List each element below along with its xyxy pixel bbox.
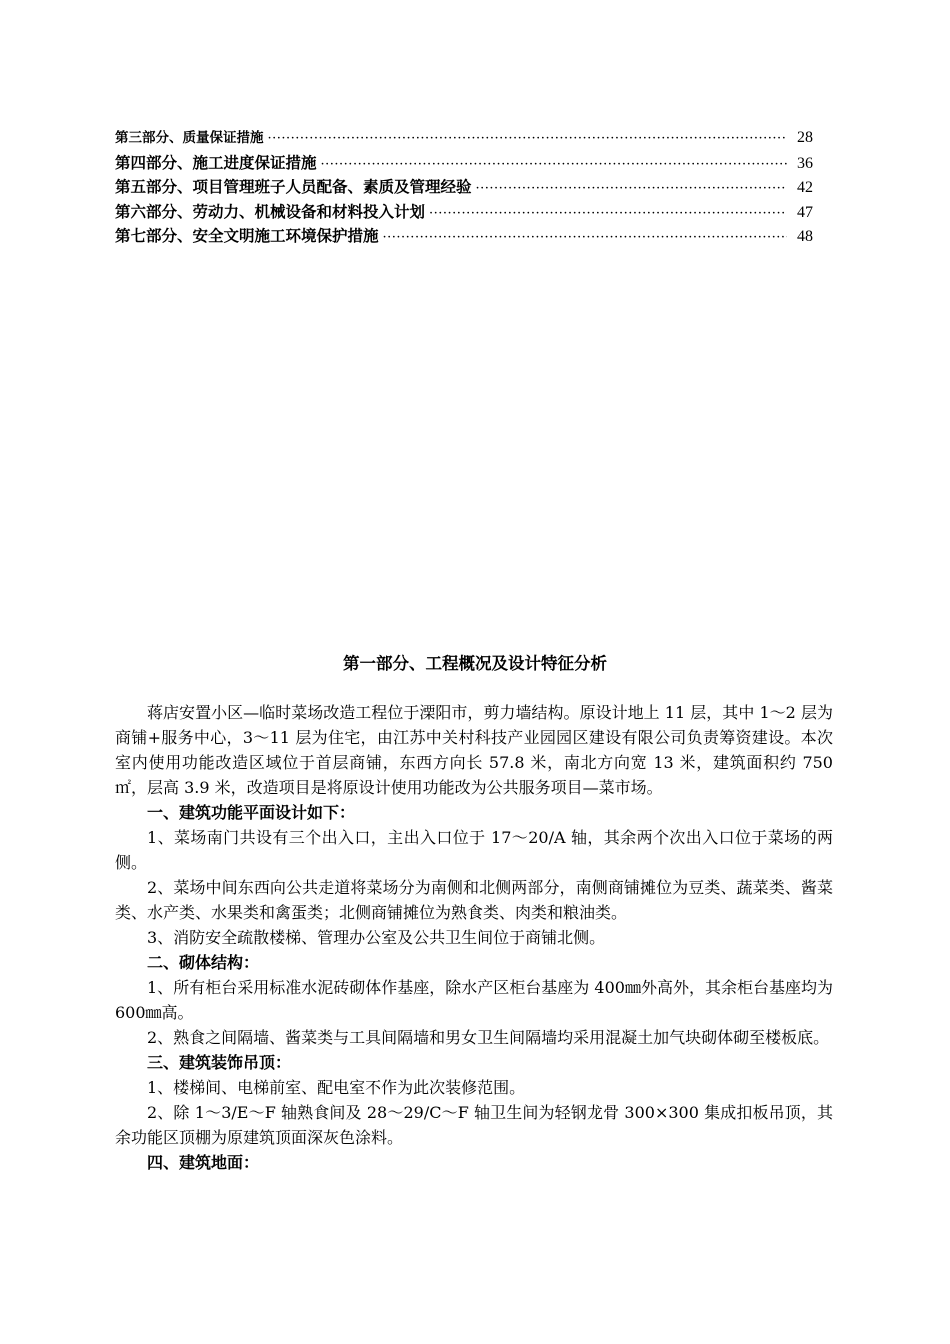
toc-entry-title: 第三部分、质量保证措施: [115, 130, 264, 146]
toc-dot-leader: [476, 177, 787, 202]
toc-entry[interactable]: [115, 151, 813, 176]
paragraph: 1、所有柜台采用标准水泥砖砌体作基座，除水产区柜台基座为 400㎜外高外，其余柜台基座均为 600㎜高。: [115, 978, 833, 1022]
paragraph: 蒋店安置小区—临时菜场改造工程位于溧阳市，剪力墙结构。原设计地上 11 层，其中 1～2 层为商铺+服务中心，3～11 层为住宅，由江苏中关村科技产业园园区建设有限公司负责筹资建设。本次室内使用功能改造区域位于首层商铺，东西方向长 57.8 米，南北方向宽 13 米，建筑面积约 750㎡，层高 3.9 米，改造项目是将原设计使用功能改为公共服务项目—菜市场。: [115, 703, 833, 797]
table-of-contents: [115, 126, 813, 249]
toc-entry-page: 28: [797, 129, 813, 146]
toc-entry[interactable]: [115, 224, 813, 249]
toc-entry-page: 42: [797, 179, 813, 196]
subsection-heading: 四、建筑地面：: [147, 1153, 260, 1172]
toc-entry-page: 48: [797, 228, 813, 245]
toc-dot-leader: [383, 226, 787, 251]
toc-dot-leader: [321, 153, 787, 178]
section-title: 第一部分、工程概况及设计特征分析: [343, 654, 607, 673]
toc-entry-page: 47: [797, 203, 813, 221]
toc-entry[interactable]: [115, 200, 813, 225]
paragraph: 1、楼梯间、电梯前室、配电室不作为此次装修范围。: [147, 1078, 526, 1097]
toc-dot-leader: [429, 202, 787, 227]
subsection-heading: 三、建筑装饰吊顶：: [147, 1053, 292, 1072]
paragraph: 2、菜场中间东西向公共走道将菜场分为南侧和北侧两部分，南侧商铺摊位为豆类、蔬菜类、酱菜类、水产类、水果类和禽蛋类；北侧商铺摊位为熟食类、肉类和粮油类。: [115, 878, 833, 922]
subsection-heading: 二、砌体结构：: [147, 953, 260, 972]
toc-dot-leader: [268, 127, 788, 152]
section-body: [115, 700, 833, 1175]
paragraph: 2、熟食之间隔墙、酱菜类与工具间隔墙和男女卫生间隔墙均采用混凝土加气块砌体砌至楼板底。: [147, 1028, 830, 1047]
toc-entry-page: 36: [797, 154, 813, 172]
toc-entry-title: 第六部分、劳动力、机械设备和材料投入计划: [115, 201, 426, 221]
paragraph: 1、菜场南门共设有三个出入口，主出入口位于 17～20/A 轴，其余两个次出入口位于菜场的两侧。: [115, 828, 833, 872]
toc-entry-title: 第七部分、安全文明施工环境保护措施: [115, 226, 379, 245]
toc-entry[interactable]: [115, 126, 813, 151]
toc-entry[interactable]: [115, 175, 813, 200]
paragraph: 2、除 1～3/E～F 轴熟食间及 28～29/C～F 轴卫生间为轻钢龙骨 300×300 集成扣板吊顶，其余功能区顶棚为原建筑顶面深灰色涂料。: [115, 1103, 833, 1147]
paragraph: 3、消防安全疏散楼梯、管理办公室及公共卫生间位于商铺北侧。: [147, 928, 606, 947]
toc-entry-title: 第四部分、施工进度保证措施: [115, 152, 317, 172]
subsection-heading: 一、建筑功能平面设计如下：: [147, 803, 356, 822]
toc-entry-title: 第五部分、项目管理班子人员配备、素质及管理经验: [115, 177, 472, 196]
